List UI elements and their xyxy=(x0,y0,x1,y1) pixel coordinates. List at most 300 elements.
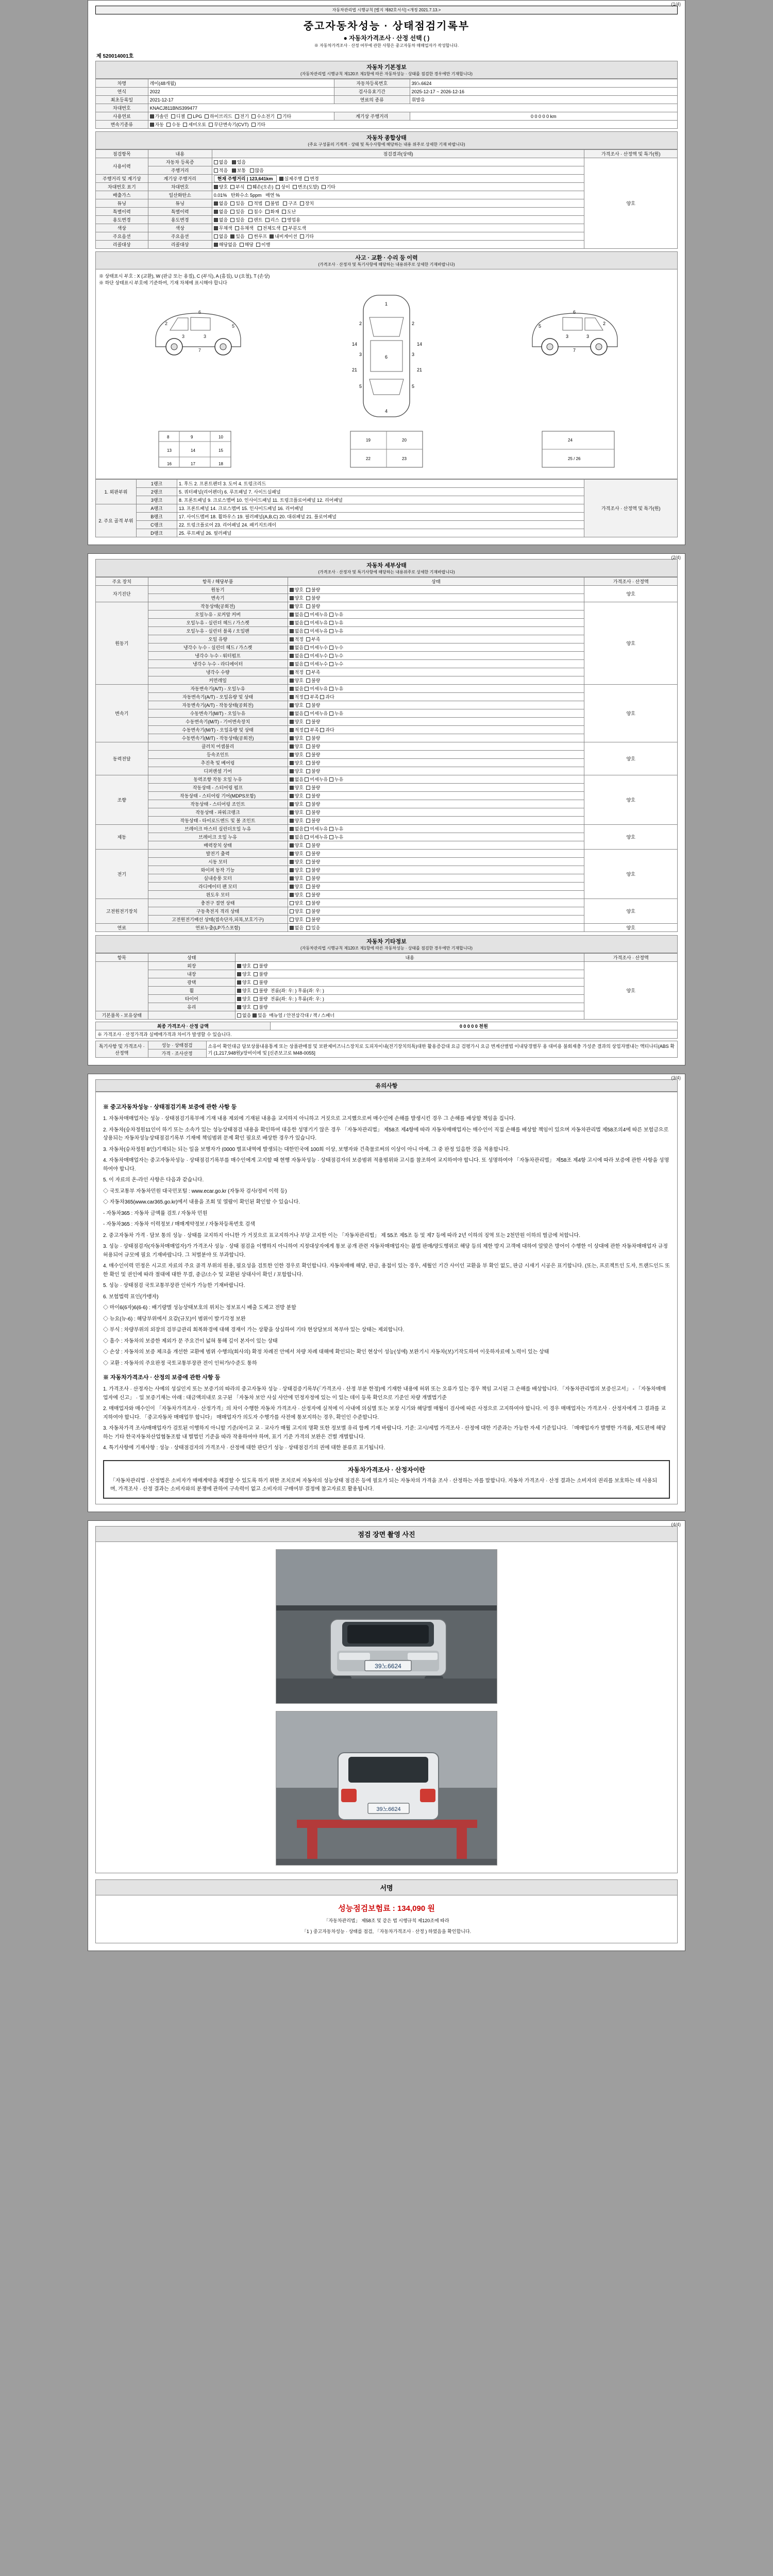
notice-item: 5. 이 자료의 온-라인 사항은 다음과 같습니다. xyxy=(103,1177,204,1183)
checkbox-usage-none[interactable] xyxy=(214,218,218,222)
checkbox-recall-done[interactable] xyxy=(256,243,260,247)
field-label: 사용연료 xyxy=(96,112,148,121)
checkbox-flood[interactable] xyxy=(248,210,253,214)
checkbox-normal[interactable] xyxy=(232,168,236,173)
rank-items: 22. 트렁크플로어 23. 리어패널 24. 패키지트레이 xyxy=(177,521,584,529)
status-options[interactable] xyxy=(288,866,584,874)
checkbox-bad[interactable] xyxy=(306,819,310,823)
status-options[interactable] xyxy=(212,166,584,175)
checkbox-good[interactable] xyxy=(237,989,241,993)
checkbox-good[interactable] xyxy=(290,753,294,757)
checkbox-good[interactable] xyxy=(290,918,294,922)
checkbox-manual[interactable] xyxy=(166,123,171,127)
checkbox-good[interactable] xyxy=(290,596,294,600)
status-options[interactable] xyxy=(288,602,584,611)
checkbox-partial-paint[interactable] xyxy=(283,226,287,230)
status-options[interactable] xyxy=(288,652,584,660)
checkbox-leak[interactable] xyxy=(329,621,333,625)
checkbox-commercial[interactable] xyxy=(282,218,286,222)
checkbox-good[interactable] xyxy=(237,964,241,968)
option-label: 전체도색 xyxy=(262,226,281,231)
car-structure-diagrams xyxy=(99,426,674,476)
option-label: 누유 xyxy=(334,629,344,634)
checkbox-bad[interactable] xyxy=(306,736,310,740)
checkbox-yes[interactable] xyxy=(306,926,310,930)
option-label: 부족 xyxy=(310,727,319,733)
checkbox-good[interactable] xyxy=(290,604,294,608)
checkbox-seep[interactable] xyxy=(305,711,309,716)
checkbox-special-yes[interactable] xyxy=(230,210,234,214)
checkbox-semi-auto[interactable] xyxy=(183,123,187,127)
status-options[interactable] xyxy=(235,995,584,1003)
checkbox-special-none[interactable] xyxy=(214,210,218,214)
svg-text:3: 3 xyxy=(566,334,569,339)
checkbox-good[interactable] xyxy=(290,588,294,592)
status-options[interactable] xyxy=(288,668,584,676)
checkbox-none[interactable] xyxy=(237,1013,241,1018)
checkbox-lease[interactable] xyxy=(265,218,270,222)
status-options[interactable] xyxy=(288,635,584,643)
status-options[interactable] xyxy=(288,676,584,685)
checkbox-seep[interactable] xyxy=(305,835,309,839)
status-options[interactable] xyxy=(288,792,584,800)
checkbox-bad[interactable] xyxy=(306,703,310,707)
checkbox-low[interactable] xyxy=(214,168,218,173)
table-header-row xyxy=(96,578,678,586)
checkbox-seep[interactable] xyxy=(305,613,309,617)
table-row xyxy=(96,121,678,129)
trans-option-label: 수동 xyxy=(172,122,181,127)
parts-label: 1. 외판부위 xyxy=(96,480,137,504)
option-label: 없음 xyxy=(294,686,304,691)
checkbox-good[interactable] xyxy=(290,703,294,707)
checkbox-none[interactable] xyxy=(290,687,294,691)
options-status[interactable] xyxy=(212,232,584,241)
svg-text:22: 22 xyxy=(366,456,371,461)
status-options[interactable] xyxy=(288,800,584,808)
checkbox-bad[interactable] xyxy=(254,980,258,985)
status-options[interactable] xyxy=(288,858,584,866)
table-row xyxy=(96,899,678,907)
option-label: 미세누유 xyxy=(310,612,328,617)
price-cell: 양호 xyxy=(584,899,678,924)
status-options[interactable] xyxy=(235,1003,584,1011)
checkbox-bad[interactable] xyxy=(254,1005,258,1009)
status-options[interactable] xyxy=(288,586,584,594)
checkbox-seep[interactable] xyxy=(305,827,309,831)
checkbox-none[interactable] xyxy=(290,646,294,650)
checkbox-proper[interactable] xyxy=(290,637,294,641)
checkbox-achromatic[interactable] xyxy=(214,226,218,230)
status-options[interactable] xyxy=(288,619,584,627)
checkbox-none[interactable] xyxy=(290,711,294,716)
status-options[interactable] xyxy=(288,883,584,891)
checkbox-none[interactable] xyxy=(214,160,218,164)
checkbox-usage-yes[interactable] xyxy=(230,218,234,222)
status-options[interactable] xyxy=(288,742,584,751)
status-options[interactable] xyxy=(288,718,584,726)
checkbox-bad[interactable] xyxy=(306,810,310,815)
field-label: 연식 xyxy=(96,88,148,96)
item-label: 디퍼렌셜 기어 xyxy=(148,767,288,775)
checkbox-leak[interactable] xyxy=(329,654,333,658)
option-label: 불량 xyxy=(311,752,321,757)
checkbox-good[interactable] xyxy=(290,868,294,872)
status-options[interactable] xyxy=(288,594,584,602)
checkbox-bad[interactable] xyxy=(306,596,310,600)
tuning-status[interactable] xyxy=(212,199,584,208)
checkbox-good[interactable] xyxy=(290,794,294,798)
checkbox-hybrid[interactable] xyxy=(205,114,209,118)
checkbox-insufficient[interactable] xyxy=(305,728,309,732)
svg-text:39노6624: 39노6624 xyxy=(376,1806,401,1812)
checkbox-good[interactable] xyxy=(290,876,294,880)
checkbox-vin-diff[interactable] xyxy=(276,185,280,189)
status-options[interactable] xyxy=(288,808,584,817)
checkbox-bad[interactable] xyxy=(254,972,258,976)
option-label: 누수 xyxy=(334,662,344,667)
fuel-option-label: 가솔린 xyxy=(155,114,169,119)
usage-change-status[interactable] xyxy=(212,216,584,224)
checkbox-bad[interactable] xyxy=(306,604,310,608)
checkbox-ev[interactable] xyxy=(235,114,239,118)
checkbox-leak[interactable] xyxy=(329,613,333,617)
checkbox-vin-corrosion[interactable] xyxy=(230,185,234,189)
checkbox-options-yes[interactable] xyxy=(230,234,234,239)
checkbox-options-none[interactable] xyxy=(214,234,218,239)
checkbox-none[interactable] xyxy=(290,662,294,666)
checkbox-changed[interactable] xyxy=(305,177,309,181)
checkbox-chromatic[interactable] xyxy=(235,226,239,230)
checkbox-good[interactable] xyxy=(290,819,294,823)
mileage-status[interactable] xyxy=(212,175,584,183)
checkbox-seep[interactable] xyxy=(305,654,309,658)
status-options[interactable] xyxy=(288,924,584,932)
checkbox-actual-mileage[interactable] xyxy=(279,177,283,181)
option-label: 있음 xyxy=(236,201,245,206)
co-value: 0.01% xyxy=(213,193,227,198)
status-options[interactable] xyxy=(235,1011,584,1020)
checkbox-bad[interactable] xyxy=(254,964,258,968)
checkbox-good[interactable] xyxy=(290,852,294,856)
option-label: 미세누수 xyxy=(310,662,328,667)
checkbox-tuning-device[interactable] xyxy=(300,201,304,206)
checkbox-vin-ok[interactable] xyxy=(214,185,218,189)
table-row xyxy=(96,96,678,104)
status-options[interactable] xyxy=(288,907,584,916)
status-options[interactable] xyxy=(288,775,584,784)
checkbox-none[interactable] xyxy=(290,621,294,625)
checkbox-vin-altered[interactable] xyxy=(293,185,297,189)
checkbox-bad[interactable] xyxy=(306,794,310,798)
status-options[interactable] xyxy=(288,817,584,825)
status-options[interactable] xyxy=(235,978,584,987)
checkbox-good[interactable] xyxy=(237,997,241,1001)
status-options[interactable] xyxy=(288,751,584,759)
checkbox-fuel-etc[interactable] xyxy=(277,114,281,118)
checkbox-good[interactable] xyxy=(290,802,294,806)
status-options[interactable] xyxy=(288,825,584,833)
checkbox-bad[interactable] xyxy=(306,860,310,864)
status-options[interactable] xyxy=(288,850,584,858)
checkbox-auto[interactable] xyxy=(150,123,154,127)
status-options[interactable] xyxy=(288,874,584,883)
status-options[interactable] xyxy=(235,970,584,978)
field-label: 계기상 주행거리 xyxy=(334,112,410,121)
status-options[interactable] xyxy=(288,709,584,718)
checkbox-bad[interactable] xyxy=(306,753,310,757)
option-label: 불량 xyxy=(311,909,321,914)
checkbox-good[interactable] xyxy=(290,744,294,749)
status-options[interactable] xyxy=(288,726,584,734)
status-options[interactable] xyxy=(288,759,584,767)
checkbox-good[interactable] xyxy=(290,843,294,848)
column-header: 내용 xyxy=(148,150,212,158)
checkbox-options-etc[interactable] xyxy=(300,234,304,239)
checkbox-good[interactable] xyxy=(290,810,294,815)
status-options[interactable] xyxy=(288,767,584,775)
status-options[interactable] xyxy=(288,693,584,701)
checkbox-excess[interactable] xyxy=(320,728,324,732)
item-label: 시동 모터 xyxy=(148,858,288,866)
special-history-status[interactable] xyxy=(212,208,584,216)
checkbox-seep[interactable] xyxy=(305,662,309,666)
option-label: 없음 xyxy=(294,612,304,617)
checkbox-seep[interactable] xyxy=(305,777,309,782)
item-label: 기본품목 - 보유상태 xyxy=(96,1011,148,1020)
checkbox-full-paint[interactable] xyxy=(258,226,262,230)
option-label: 양호 xyxy=(294,876,304,881)
checkbox-excess[interactable] xyxy=(320,695,324,699)
checkbox-yes[interactable] xyxy=(253,1013,257,1018)
item-label: 내장 xyxy=(148,970,235,978)
checkbox-bad[interactable] xyxy=(306,786,310,790)
status-options[interactable] xyxy=(288,833,584,841)
checkbox-vin-damaged[interactable] xyxy=(247,185,251,189)
checkbox-none[interactable] xyxy=(290,654,294,658)
checkbox-seep[interactable] xyxy=(305,629,309,633)
checkbox-recall-na[interactable] xyxy=(214,243,218,247)
checkbox-navigation[interactable] xyxy=(270,234,274,239)
item-sub-label xyxy=(148,1011,235,1020)
option-label: 영업용 xyxy=(287,217,301,223)
checkbox-bad[interactable] xyxy=(306,852,310,856)
checkbox-seep[interactable] xyxy=(305,646,309,650)
field-value: KNACJ811BNS399477 xyxy=(148,104,677,112)
checkbox-bad[interactable] xyxy=(306,876,310,880)
checkbox-bad[interactable] xyxy=(306,901,310,905)
checkbox-rent[interactable] xyxy=(248,218,253,222)
checkbox-none[interactable] xyxy=(290,777,294,782)
checkbox-yes[interactable] xyxy=(232,160,236,164)
option-label: 양호 xyxy=(242,972,251,977)
item-label: 구동축전지 격리 상태 xyxy=(148,907,288,916)
option-label: 미세누유 xyxy=(310,835,328,840)
option-label: 불량 xyxy=(311,851,321,856)
svg-text:6: 6 xyxy=(573,310,576,315)
status-options[interactable] xyxy=(235,962,584,970)
svg-text:6: 6 xyxy=(384,354,388,360)
checkbox-tuning-yes[interactable] xyxy=(230,201,234,206)
field-label: 최초등록일 xyxy=(96,96,148,104)
checkbox-good[interactable] xyxy=(290,736,294,740)
overall-table xyxy=(95,149,678,249)
svg-text:8: 8 xyxy=(167,435,170,439)
checkbox-seep[interactable] xyxy=(305,687,309,691)
checkbox-bad[interactable] xyxy=(306,909,310,913)
item-label: 자동변속기(A/T) - 오일유량 및 상태 xyxy=(148,693,288,701)
checkbox-good[interactable] xyxy=(290,720,294,724)
status-options[interactable] xyxy=(288,899,584,907)
status-options[interactable] xyxy=(288,643,584,652)
checkbox-diesel[interactable] xyxy=(171,114,175,118)
checkbox-leak[interactable] xyxy=(329,711,333,716)
checkbox-leak[interactable] xyxy=(329,777,333,782)
checkbox-tuning-illegal[interactable] xyxy=(265,201,270,206)
checkbox-bad[interactable] xyxy=(306,720,310,724)
status-options[interactable] xyxy=(212,158,584,166)
item-label: 작동상태 - 스티어링 기어(MDPS포함) xyxy=(148,792,288,800)
checkbox-good[interactable] xyxy=(290,860,294,864)
checkbox-sunroof[interactable] xyxy=(248,234,253,239)
status-options[interactable] xyxy=(288,784,584,792)
checkbox-trans-etc[interactable] xyxy=(251,123,256,127)
checkbox-bad[interactable] xyxy=(306,918,310,922)
item-label: 작동상태 - 파워크랭크 xyxy=(148,808,288,817)
checkbox-insufficient[interactable] xyxy=(305,695,309,699)
option-label: 누유 xyxy=(334,835,344,840)
checkbox-bad[interactable] xyxy=(306,769,310,773)
checkbox-good[interactable] xyxy=(290,769,294,773)
checkbox-good[interactable] xyxy=(290,679,294,683)
checkbox-none[interactable] xyxy=(290,835,294,839)
accident-title: 사고 · 교환 · 수리 등 이력 xyxy=(355,255,418,261)
item-label: 고전원전기배선 상태(접속단자,피복,보호기구) xyxy=(148,916,288,924)
checkbox-lpg[interactable] xyxy=(188,114,192,118)
notice-item: 2. 중고자동차 가격 · 담보 통의 성능 · 상태를 교지하지 아니한 가 거짓으로 표교지하거나 부당 고지한 이는 「자동차관리법」 제 55조 제5조 등 및 제7 등에 따라 2년 이하의 징역 또는 2천만원 이하의 벌금에 처합니다. xyxy=(103,1232,580,1239)
column-header: 주요 장치 xyxy=(96,578,148,586)
svg-text:2: 2 xyxy=(164,321,167,326)
checkbox-cvt[interactable] xyxy=(209,123,213,127)
option-label: 양호 xyxy=(294,892,304,897)
checkbox-seep[interactable] xyxy=(305,621,309,625)
status-options[interactable] xyxy=(235,987,584,995)
checkbox-good[interactable] xyxy=(237,980,241,985)
checkbox-good[interactable] xyxy=(237,972,241,976)
checkbox-none[interactable] xyxy=(290,613,294,617)
svg-text:19: 19 xyxy=(366,438,371,443)
checkbox-recall-yes[interactable] xyxy=(240,243,244,247)
fuel-option-label: 디젤 xyxy=(176,114,186,119)
checkbox-theft[interactable] xyxy=(282,210,286,214)
checkbox-leak[interactable] xyxy=(329,662,333,666)
checkbox-bad[interactable] xyxy=(306,885,310,889)
vin-status[interactable] xyxy=(212,183,584,191)
status-options[interactable] xyxy=(288,627,584,635)
checkbox-insufficient[interactable] xyxy=(306,637,310,641)
etc-group-label xyxy=(96,962,148,1011)
checkbox-bad[interactable] xyxy=(306,744,310,749)
checkbox-vin-etc[interactable] xyxy=(322,185,326,189)
checkbox-proper[interactable] xyxy=(290,695,294,699)
row-group-label: 사용이력 xyxy=(96,158,148,175)
checkbox-proper[interactable] xyxy=(290,670,294,674)
checkbox-good[interactable] xyxy=(290,901,294,905)
checkbox-hydrogen[interactable] xyxy=(251,114,256,118)
item-label: 배력장치 상태 xyxy=(148,841,288,850)
checkbox-bad[interactable] xyxy=(306,761,310,765)
checkbox-bad[interactable] xyxy=(254,989,258,993)
checkbox-proper[interactable] xyxy=(290,728,294,732)
status-options[interactable] xyxy=(288,841,584,850)
checkbox-none[interactable] xyxy=(290,827,294,831)
insurance-fee-label: 성능점검보험료 : xyxy=(338,1904,395,1913)
checkbox-tuning-structure[interactable] xyxy=(283,201,287,206)
checkbox-bad[interactable] xyxy=(306,802,310,806)
recall-status[interactable] xyxy=(212,241,584,249)
checkbox-leak[interactable] xyxy=(329,835,333,839)
option-label: 양호 xyxy=(294,843,304,848)
option-label: 미세누유 xyxy=(310,686,328,691)
color-status[interactable] xyxy=(212,224,584,232)
page-4 xyxy=(88,1520,685,1951)
checkbox-good[interactable] xyxy=(290,893,294,897)
table-row xyxy=(96,1030,678,1039)
checkbox-bad[interactable] xyxy=(306,843,310,848)
group-label: 원동기 xyxy=(96,602,148,685)
checkbox-bad[interactable] xyxy=(254,997,258,1001)
car-diagram-left-side xyxy=(149,289,247,366)
checkbox-tuning-legal[interactable] xyxy=(248,201,253,206)
checkbox-leak[interactable] xyxy=(329,629,333,633)
option-label: 화재 xyxy=(270,209,279,214)
checkbox-bad[interactable] xyxy=(306,893,310,897)
checkbox-insufficient[interactable] xyxy=(306,670,310,674)
checkbox-good[interactable] xyxy=(290,909,294,913)
transmission-options[interactable] xyxy=(148,121,677,129)
checkbox-good[interactable] xyxy=(290,786,294,790)
checkbox-leak[interactable] xyxy=(329,827,333,831)
checkbox-high[interactable] xyxy=(250,168,254,173)
status-options[interactable] xyxy=(288,916,584,924)
checkbox-bad[interactable] xyxy=(306,868,310,872)
status-options[interactable] xyxy=(288,685,584,693)
checkbox-leak[interactable] xyxy=(329,646,333,650)
status-options[interactable] xyxy=(288,611,584,619)
fuel-options[interactable] xyxy=(148,112,334,121)
option-label: 불량 xyxy=(311,760,321,766)
checkbox-leak[interactable] xyxy=(329,687,333,691)
checkbox-good[interactable] xyxy=(290,885,294,889)
status-options[interactable] xyxy=(288,891,584,899)
option-label: 불량 xyxy=(311,793,321,799)
status-options[interactable] xyxy=(288,701,584,709)
checkbox-good[interactable] xyxy=(290,761,294,765)
status-options[interactable] xyxy=(288,660,584,668)
item-label: 라디에이터 팬 모터 xyxy=(148,883,288,891)
checkbox-none[interactable] xyxy=(290,926,294,930)
checkbox-bad[interactable] xyxy=(306,588,310,592)
option-label: 내비게이션 xyxy=(275,234,297,239)
checkbox-good[interactable] xyxy=(237,1005,241,1009)
checkbox-tuning-none[interactable] xyxy=(214,201,218,206)
checkbox-fire[interactable] xyxy=(265,210,270,214)
rank-items: 1. 후드 2. 프론트펜더 3. 도어 4. 트렁크리드 xyxy=(177,480,584,488)
checkbox-gasoline[interactable] xyxy=(150,114,154,118)
checkbox-none[interactable] xyxy=(290,629,294,633)
checkbox-bad[interactable] xyxy=(306,679,310,683)
status-options[interactable] xyxy=(288,734,584,742)
